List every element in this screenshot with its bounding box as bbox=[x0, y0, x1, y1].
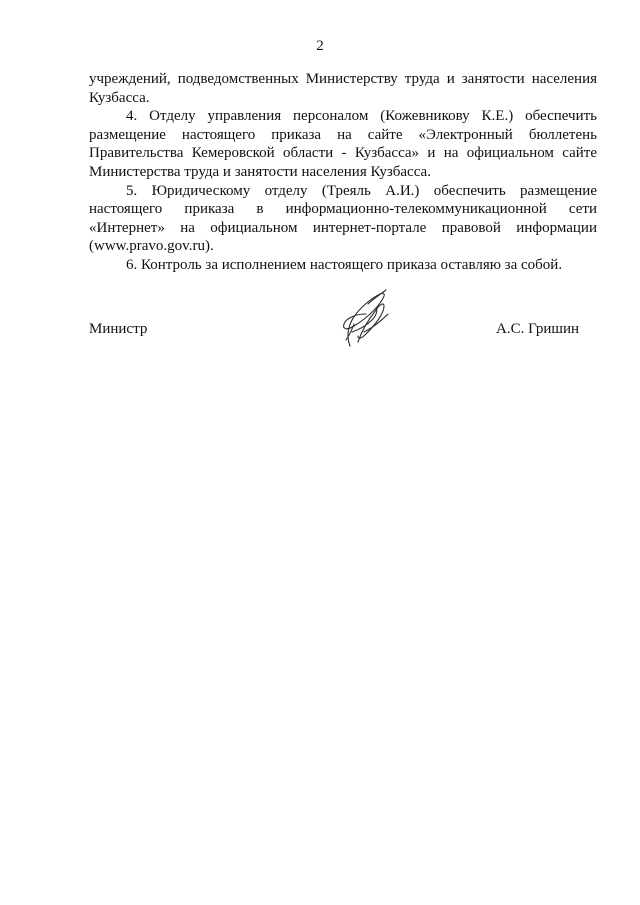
paragraph-item-6: 6. Контроль за исполнением настоящего приказа оставляю за собой. bbox=[126, 256, 563, 273]
paragraph-item-4: 4. Отделу управления персоналом (Кожевникову К.Е.) обеспечить размещение настоящего приказа на сайте «Электронный бюллетень Правительства Кемеровской области - Кузбасса» и на официальном сайте Министерства труда и занятости населения Кузбасса. bbox=[89, 108, 597, 180]
document-body bbox=[89, 70, 597, 275]
handwritten-signature-icon bbox=[328, 284, 398, 354]
paragraph-item-5: 5. Юридическому отделу (Треяль А.И.) обеспечить размещение настоящего приказа в информационно-телекоммуникационной сети «Интернет» на официальном интернет-портале правовой информации (www.pravo.gov.ru). bbox=[89, 182, 597, 255]
signatory-name: А.С. Гришин bbox=[496, 321, 579, 337]
paragraph-continuation: учреждений, подведомственных Министерству труда и занятости населения Кузбасса. bbox=[89, 71, 597, 106]
signatory-title: Министр bbox=[89, 321, 148, 337]
page-number: 2 bbox=[316, 38, 324, 54]
